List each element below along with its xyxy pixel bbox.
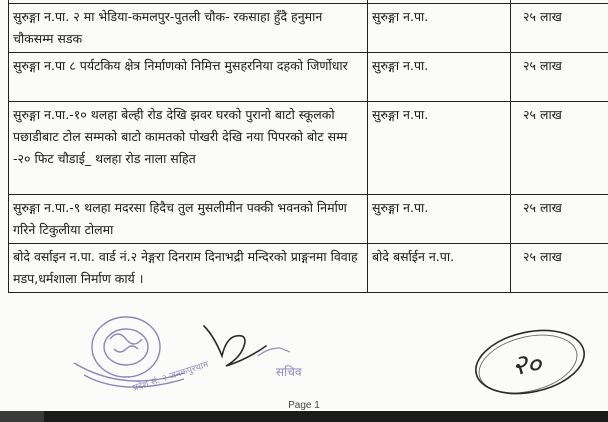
implementing-office: सुरुङ्गा न.पा.: [368, 4, 511, 53]
table-row: [9, 102, 608, 195]
budget-amount: २५ लाख: [511, 4, 608, 53]
table-row: [9, 244, 608, 293]
handwritten-page-number: [470, 322, 590, 402]
budget-amount: २५ लाख: [511, 102, 608, 195]
project-description: सुरुङ्गा न.पा. २ मा भेडिया-कमलपुर-पुतली चौक- रकसाहा हुँदै हनुमान चौकसम्म सडक: [9, 4, 368, 53]
signature-title: सचिव: [276, 365, 302, 379]
bottom-bar: [0, 411, 608, 422]
bottom-bar-segment: [0, 411, 44, 422]
project-description: सुरुङ्गा न.पा.-१० थलहा बेल्ही रोड देखि झवर घरको पुरानो बाटो स्कूलको पछाडीबाट टोल सम्मको बाटो कामतको पोखरी देखि नया पिपरको बोट सम्म -२० फिट चौडाई_ थलहा रोड नाला सहित: [9, 102, 368, 195]
implementing-office: सुरुङ्गा न.पा.: [368, 53, 511, 102]
signature: [196, 312, 316, 382]
stamp-text: प्रदेश सं. २ जनकपुरधाम: [131, 359, 210, 394]
page-number-text: २०: [512, 348, 542, 381]
project-description: सुरुङ्गा न.पा.-९ थलहा मदरसा हिदैच तुल मुसलीमीन पक्की भवनको निर्माण गरिने टिकुलीया टोलमा: [9, 195, 368, 244]
implementing-office: सुरुङ्गा न.पा.: [368, 102, 511, 195]
table-row: [9, 53, 608, 102]
implementing-office: सुरुङ्गा न.पा.: [368, 195, 511, 244]
budget-table: [8, 0, 608, 293]
table-row: [9, 195, 608, 244]
project-description: सुरुङ्गा न.पा ८ पर्यटकिय क्षेत्र निर्माणको निमित्त मुसहरनिया दहको जिर्णोधार: [9, 53, 368, 102]
implementing-office: बोदे बर्साईन न.पा.: [368, 244, 511, 293]
page-footer: Page 1: [288, 400, 320, 411]
budget-amount: २५ लाख: [511, 244, 608, 293]
table-row: [9, 4, 608, 53]
budget-amount: २५ लाख: [511, 195, 608, 244]
budget-amount: २५ लाख: [511, 53, 608, 102]
office-seal-stamp: [64, 305, 214, 405]
project-description: बोदे वर्साइन न.पा. वार्ड नं.२ नेङ्गरा दिनराम दिनाभद्री मन्दिरको प्राङ्गनमा विवाह मडप,धर्मशाला निर्माण कार्य ।: [9, 244, 368, 293]
